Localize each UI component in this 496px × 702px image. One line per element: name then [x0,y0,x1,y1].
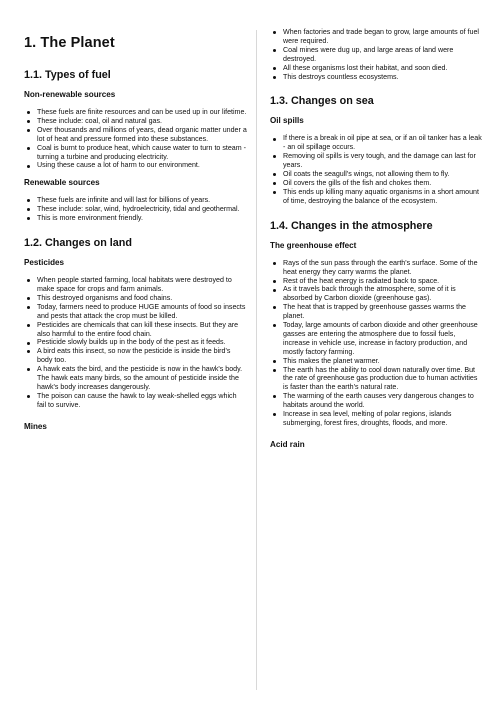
list-item: These include: solar, wind, hydroelectricity, tidal and geothermal. [37,205,247,214]
list-item: Removing oil spills is very tough, and the damage can last for years. [283,152,482,170]
list-item: The warming of the earth causes very dangerous changes to habitats around the world. [283,392,482,410]
section-heading-sea: 1.3. Changes on sea [270,95,374,108]
list-item: The heat that is trapped by greenhouse gasses warms the planet. [283,303,482,321]
list-item: As it travels back through the atmosphere, some of it is absorbed by Carbon dioxide (greenhouse gas). [283,285,482,303]
list-item: Increase in sea level, melting of polar regions, islands submerging, forest fires, droughts, floods, and more. [283,410,482,428]
list-item: These fuels are infinite and will last for billions of years. [37,196,247,205]
list-item: Coal mines were dug up, and large areas of land were destroyed. [283,46,482,64]
list-renewable [24,196,247,223]
list-item: Over thousands and millions of years, dead organic matter under a lot of heat and pressure formed into these substances. [37,125,247,143]
list-item: This destroys countless ecosystems. [283,73,482,82]
list-pesticides [24,276,247,410]
list-item: Pesticides are chemicals that can kill these insects. But they are also harmful to the entire food chain. [37,321,247,339]
list-item: These fuels are finite resources and can be used up in our lifetime. [37,108,247,116]
list-item: Using these cause a lot of harm to our environment. [37,161,247,170]
list-item: Rest of the heat energy is radiated back to space. [283,277,482,286]
subheading-non-renewable: Non-renewable sources [24,90,116,99]
list-item: All these organisms lost their habitat, and soon died. [283,64,482,73]
list-item: The poison can cause the hawk to lay weak-shelled eggs which fail to survive. [37,392,247,410]
right-column [257,0,496,702]
section-heading-fuel: 1.1. Types of fuel [24,69,111,81]
list-item: This makes the planet warmer. [283,357,482,366]
list-item: Today, large amounts of carbon dioxide and other greenhouse gasses are entering the atmosphere due to fossil fuels, increase in vehicle use, increase in factory production, and mostly factory farming. [283,321,482,357]
list-item: Oil covers the gills of the fish and chokes them. [283,179,482,188]
list-item: A hawk eats the bird, and the pesticide is now in the hawk's body. The hawk eats many birds, so the amount of pesticide inside the hawk's body increases dangerously. [37,365,247,392]
list-mines [270,28,482,81]
list-item: If there is a break in oil pipe at sea, or if an oil tanker has a leak - an oil spillage occurs. [283,134,482,152]
subheading-pesticides: Pesticides [24,258,65,268]
subheading-greenhouse: The greenhouse effect [270,240,357,250]
list-item: When people started farming, local habitats were destroyed to make space for crops and farm animals. [37,276,247,294]
list-non-renewable [24,108,247,170]
list-item: When factories and trade began to grow, large amounts of fuel were required. [283,28,482,46]
list-item: This is more environment friendly. [37,214,247,223]
subheading-mines: Mines [24,421,47,431]
list-oil-spills [270,134,482,205]
subheading-acid-rain: Acid rain [270,439,305,449]
list-item: Today, farmers need to produce HUGE amounts of food so insects and pests that attack the crop must be killed. [37,302,246,320]
list-item: Rays of the sun pass through the earth's surface. Some of the heat energy they carry warms the planet. [283,259,482,277]
section-heading-land: 1.2. Changes on land [24,237,132,250]
list-greenhouse [270,259,482,428]
subheading-oil-spills: Oil spills [270,116,304,126]
list-item: These include: coal, oil and natural gas. [37,117,247,126]
list-item: Pesticide slowly builds up in the body of the pest as it feeds. [37,338,247,347]
list-item: This ends up killing many aquatic organisms in a short amount of time, destroying the balance of the ecosystem. [283,188,482,206]
subheading-renewable: Renewable sources [24,178,100,188]
list-item: Coal is burnt to produce heat, which cause water to turn to steam - turning a turbine and producing electricity. [37,143,246,161]
list-item: The earth has the ability to cool down naturally over time. But the rate of greenhouse gas production due to human activities is faster than the earth's natural rate. [283,366,482,393]
list-item: A bird eats this insect, so now the pesticide is inside the bird's body too. [37,347,247,365]
list-item: Oil coats the seagull's wings, not allowing them to fly. [283,170,482,179]
list-item: This destroyed organisms and food chains. [37,294,247,303]
section-heading-atmosphere: 1.4. Changes in the atmosphere [270,219,433,232]
page-title: 1. The Planet [24,35,115,51]
